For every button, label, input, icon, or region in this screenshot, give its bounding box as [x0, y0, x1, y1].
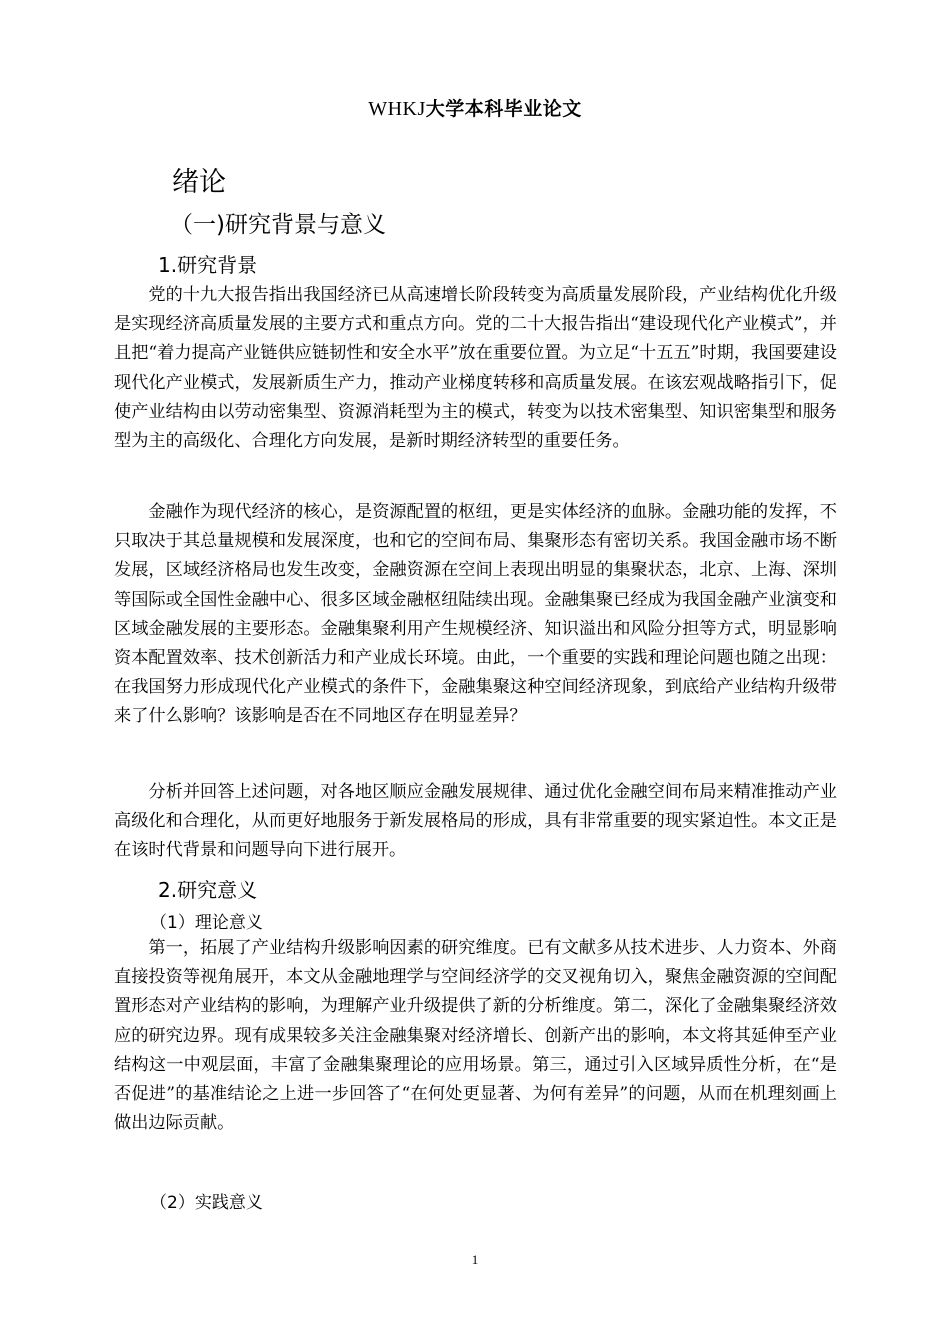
chapter-title: 绪论	[172, 167, 226, 198]
page-number: 1	[471, 1252, 479, 1267]
paragraph-background-3: 分析并回答上述问题，对各地区顺应金融发展规律、通过优化金融空间布局来精准推动产业高级化和合理化，从而更好地服务于新发展格局的形成，具有非常重要的现实紧迫性。本文正是在该时代背景和问题导向下进行展开。	[114, 782, 837, 861]
section-title: （一)研究背景与意义	[170, 212, 386, 238]
practice-significance-title: （2）实践意义	[150, 1193, 263, 1213]
page-header	[0, 94, 950, 121]
paragraph-theory: 第一，拓展了产业结构升级影响因素的研究维度。已有文献多从技术进步、人力资本、外商直接投资等视角展开，本文从金融地理学与空间经济学的交叉视角切入，聚焦金融资源的空间配置形态对产业结构的影响，为理解产业升级提供了新的分析维度。第二，深化了金融集聚经济效应的研究边界。现有成果较多关注金融集聚对经济增长、创新产出的影响，本文将其延伸至产业结构这一中观层面，丰富了金融集聚理论的应用场景。第三，通过引入区域异质性分析，在“是否促进”的基准结论之上进一步回答了“在何处更显著、为何有差异”的问题，从而在机理刻画上做出边际贡献。	[114, 938, 837, 1134]
paragraph-background-2: 金融作为现代经济的核心，是资源配置的枢纽，更是实体经济的血脉。金融功能的发挥，不只取决于其总量规模和发展深度，也和它的空间布局、集聚形态有密切关系。我国金融市场不断发展，区域经济格局也发生改变，金融资源在空间上表现出明显的集聚状态，北京、上海、深圳等国际或全国性金融中心、很多区域金融枢纽陆续出现。金融集聚已经成为我国金融产业演变和区域金融发展的主要形态。金融集聚利用产生规模经济、知识溢出和风险分担等方式，明显影响资本配置效率、技术创新活力和产业成长环境。由此，一个重要的实践和理论问题也随之出现：在我国努力形成现代化产业模式的条件下，金融集聚这种空间经济现象，到底给产业结构升级带来了什么影响？该影响是否在不同地区存在明显差异？	[114, 502, 837, 727]
theory-significance-title: （1）理论意义	[150, 913, 263, 933]
subsection-title-background: 1.研究背景	[158, 253, 258, 277]
paragraph-background-1: 党的十九大报告指出我国经济已从高速增长阶段转变为高质量发展阶段，产业结构优化升级是实现经济高质量发展的主要方式和重点方向。党的二十大报告指出“建设现代化产业模式”，并且把“着力提高产业链供应链韧性和安全水平”放在重要位置。为立足“十五五”时期，我国要建设现代化产业模式，发展新质生产力，推动产业梯度转移和高质量发展。在该宏观战略指引下，促使产业结构由以劳动密集型、资源消耗型为主的模式，转变为以技术密集型、知识密集型和服务型为主的高级化、合理化方向发展，是新时期经济转型的重要任务。	[114, 285, 837, 452]
subsection-title-significance: 2.研究意义	[158, 878, 258, 902]
header-school-code: WHKJ	[368, 98, 426, 120]
header-title: 大学本科毕业论文	[425, 98, 582, 120]
